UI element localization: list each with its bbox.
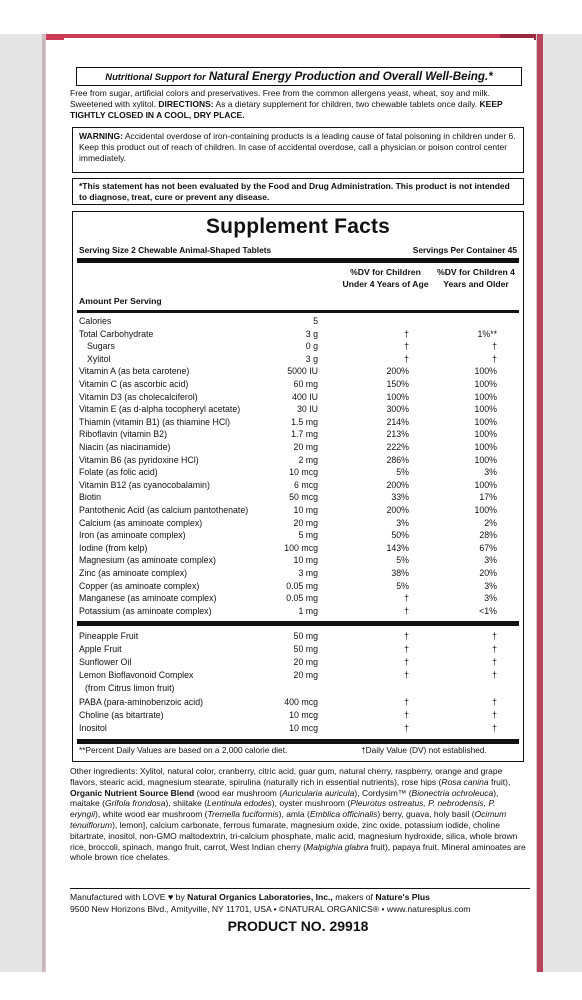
other-ocimum: Ocimum tenuiflorum bbox=[70, 809, 507, 830]
nutrient-dv-4plus: † bbox=[492, 353, 497, 364]
left-edge-stripe bbox=[42, 34, 45, 972]
nutrient-name: Manganese (as aminoate complex) bbox=[79, 593, 217, 604]
other-tremella: Tremella fuciformis bbox=[207, 809, 279, 820]
nutrient-name: Niacin (as niacinamide) bbox=[79, 442, 171, 452]
nutrient-dv-under4: 200% bbox=[386, 479, 409, 490]
nutrient-dv-under4: 50% bbox=[391, 530, 409, 541]
ingredient-dv-4plus: † bbox=[492, 631, 497, 641]
nutrient-row bbox=[79, 555, 517, 567]
ingredient-row bbox=[79, 644, 517, 656]
heart-icon: ♥ bbox=[167, 892, 174, 902]
nutrient-dv-4plus: 100% bbox=[474, 479, 497, 490]
other-grifola: Grifola frondosa bbox=[104, 798, 166, 809]
nutrient-row bbox=[79, 341, 517, 353]
nutrient-amount: 2 mg bbox=[298, 454, 318, 465]
directions-text: As a dietary supplement for children, two chewable tablets once daily. bbox=[215, 99, 478, 109]
ingredient-name: Inositol bbox=[79, 722, 107, 733]
nutrient-row bbox=[79, 518, 517, 530]
ingredient-name: (from Citrus limon fruit) bbox=[85, 683, 175, 694]
nutrient-amount: 0.05 mg bbox=[286, 580, 318, 591]
nutrient-row bbox=[79, 417, 517, 429]
nutrient-dv-under4: 33% bbox=[391, 492, 409, 503]
nutrient-name: Thiamin (vitamin B1) (as thiamine HCl) bbox=[79, 416, 231, 427]
other-blend: Organic Nutrient Source Blend bbox=[70, 787, 195, 798]
other-text-k: ), lemon], calcium carbonate, ferrous fumarate, magnesium oxide, zinc oxide, potassium iodide, choline bitartrate, inositol, non-GMO maltodextrin, tri-calcium phosphate, malic acid, magnesium hydroxide, silica, whole brown rice, broccoli, spinach, mango fruit, carrot, West Indian cherry ( bbox=[70, 819, 518, 852]
nutrient-name: Vitamin E (as d-alpha tocopheryl acetate) bbox=[79, 404, 241, 415]
mfg-brand: Nature's Plus bbox=[375, 892, 430, 902]
nutrient-amount: 100 mcg bbox=[284, 542, 318, 553]
nutrient-amount: 3 g bbox=[305, 353, 318, 364]
warning-box bbox=[72, 127, 524, 173]
other-text-d: ), Cordysim™ ( bbox=[354, 787, 412, 798]
ingredient-amount: 50 mg bbox=[293, 631, 318, 641]
nutrient-row bbox=[79, 568, 517, 580]
manufacturer-line1 bbox=[70, 891, 526, 903]
nutrient-amount: 1.5 mg bbox=[291, 416, 318, 427]
ingredient-name: Lemon Bioflavonoid Complex bbox=[79, 670, 194, 681]
nutrient-dv-4plus: 100% bbox=[474, 429, 497, 440]
other-text-j: ) berry, guava, holy basil ( bbox=[377, 809, 475, 820]
ingredient-dv-4plus: † bbox=[492, 644, 497, 655]
nutrient-dv-under4: † bbox=[404, 341, 409, 352]
ingredient-amount: 20 mg bbox=[293, 670, 318, 681]
ingredient-row bbox=[79, 723, 517, 735]
nutrient-amount: 10 mg bbox=[293, 505, 318, 515]
nutrient-dv-4plus: 100% bbox=[474, 442, 497, 452]
nutrient-amount: 3 mg bbox=[298, 568, 318, 578]
ingredient-amount: 20 mg bbox=[293, 657, 318, 668]
nutrient-dv-under4: 143% bbox=[386, 542, 409, 553]
ingredient-name: Sunflower Oil bbox=[79, 657, 132, 668]
ingredient-dv-under4: † bbox=[404, 670, 409, 681]
mfg-love: Manufactured with LOVE bbox=[70, 892, 166, 902]
nutrient-name: Pantothenic Acid (as calcium pantothenate) bbox=[79, 505, 249, 515]
footnote-dv: **Percent Daily Values are based on a 2,000 calorie diet. bbox=[79, 745, 288, 755]
nutrient-dv-under4: 300% bbox=[386, 404, 409, 415]
warning-label: WARNING: bbox=[79, 131, 123, 141]
warning-text: Accidental overdose of iron-containing products is a leading cause of fatal poisoning in children under 6. Keep this product out of reach of children. In case of accidental overdose, call a physician or poison control center immediately. bbox=[79, 131, 516, 163]
claim-main: Natural Energy Production and Overall Well-Being.* bbox=[208, 70, 493, 83]
claim-box bbox=[76, 67, 522, 86]
nutrient-dv-under4: 3% bbox=[396, 517, 409, 528]
ingredient-name: PABA (para-aminobenzoic acid) bbox=[79, 696, 204, 707]
nutrient-row bbox=[79, 455, 517, 467]
nutrient-name: Iodine (from kelp) bbox=[79, 542, 148, 553]
nutrient-dv-under4: † bbox=[404, 605, 409, 616]
nutrient-dv-under4: † bbox=[404, 593, 409, 604]
ingredient-row bbox=[79, 683, 517, 695]
ingredient-name: Apple Fruit bbox=[79, 644, 122, 655]
nutrient-name: Sugars bbox=[87, 341, 115, 352]
thick-rule-mid bbox=[77, 621, 519, 626]
nutrient-name: Riboflavin (vitamin B2) bbox=[79, 429, 167, 440]
ingredient-row bbox=[79, 631, 517, 643]
nutrient-dv-4plus: 28% bbox=[479, 530, 497, 541]
other-text-i: ), amla ( bbox=[278, 809, 310, 820]
ingredient-row bbox=[79, 657, 517, 669]
ingredient-dv-4plus: † bbox=[492, 722, 497, 733]
nutrient-amount: 60 mg bbox=[293, 379, 318, 389]
nutrient-row bbox=[79, 467, 517, 479]
directions-label: DIRECTIONS: bbox=[158, 99, 214, 109]
nutrient-dv-4plus: 20% bbox=[479, 568, 497, 578]
nutrient-row bbox=[79, 429, 517, 441]
nutrient-row bbox=[79, 442, 517, 454]
other-lentinula: Lentinula edodes bbox=[207, 798, 272, 809]
nutrient-row bbox=[79, 354, 517, 366]
other-emblica: Emblica officinalis bbox=[309, 809, 378, 820]
other-pleurotus: Pleurotus ostreatus, P. nebrodensis, P. eryngii bbox=[70, 798, 496, 820]
nutrient-dv-under4: 5% bbox=[396, 467, 409, 478]
other-malpighia: Malpighia glabra bbox=[306, 841, 369, 852]
nutrient-name: Potassium (as aminoate complex) bbox=[79, 605, 212, 616]
mfg-makers: makers of bbox=[335, 892, 373, 902]
nutrient-amount: 0 g bbox=[305, 341, 318, 352]
ingredient-amount: 400 mcg bbox=[284, 696, 318, 707]
other-text-h: ), white wood ear mushroom ( bbox=[95, 809, 208, 820]
nutrient-name: Magnesium (as aminoate complex) bbox=[79, 555, 216, 566]
nutrient-dv-under4: † bbox=[404, 328, 409, 339]
other-text-c: (wood ear mushroom ( bbox=[194, 787, 283, 798]
nutrient-dv-4plus: 100% bbox=[474, 379, 497, 389]
ingredient-dv-under4: † bbox=[404, 631, 409, 641]
nutrient-row bbox=[79, 581, 517, 593]
nutrient-dv-4plus: 100% bbox=[474, 404, 497, 415]
nutrient-amount: 20 mg bbox=[293, 517, 318, 528]
ingredient-amount: 10 mcg bbox=[289, 709, 318, 720]
ingredient-amount: 10 mcg bbox=[289, 722, 318, 733]
nutrient-row bbox=[79, 492, 517, 504]
ingredient-name: Pineapple Fruit bbox=[79, 631, 139, 641]
nutrient-dv-under4: 5% bbox=[396, 580, 409, 591]
box-right-side bbox=[536, 34, 582, 972]
other-text-a: Xylitol, natural color, cranberry, citric acid, guar gum, natural cherry, raspberry, orange and grape flavors, stearic acid, magnesium stearate, spirulina (naturally rich in essential nutrients), rose hips ( bbox=[70, 766, 503, 787]
other-text-e: ), maitake ( bbox=[70, 787, 499, 809]
serving-size: Serving Size 2 Chewable Animal-Shaped Tablets bbox=[79, 245, 272, 255]
nutrient-amount: 5 mg bbox=[298, 530, 318, 541]
manufacturer-info bbox=[70, 891, 526, 915]
nutrient-dv-4plus: 1%** bbox=[477, 328, 497, 339]
nutrient-dv-4plus: 100% bbox=[474, 366, 497, 377]
fda-disclaimer bbox=[72, 178, 524, 205]
nutrient-row bbox=[79, 606, 517, 618]
nutrient-name: Total Carbohydrate bbox=[79, 328, 154, 339]
nutrient-dv-4plus: 3% bbox=[484, 467, 497, 478]
ingredient-row bbox=[79, 710, 517, 722]
mfg-by: by bbox=[175, 892, 185, 902]
nutrient-name: Vitamin C (as ascorbic acid) bbox=[79, 379, 189, 389]
nutrient-dv-4plus: 100% bbox=[474, 454, 497, 465]
other-ingredients bbox=[70, 766, 526, 863]
ingredient-row bbox=[79, 697, 517, 709]
fda-text: *This statement has not been evaluated by the Food and Drug Administration. This product is not intended to diagnose, treat, cure or prevent any disease. bbox=[79, 181, 510, 202]
nutrient-dv-4plus: † bbox=[492, 341, 497, 352]
serving-info bbox=[79, 245, 517, 255]
nutrient-name: Calories bbox=[79, 316, 112, 326]
nutrient-dv-4plus: <1% bbox=[479, 605, 497, 616]
nutrient-dv-under4: † bbox=[404, 353, 409, 364]
ingredient-dv-under4: † bbox=[404, 709, 409, 720]
nutrient-row bbox=[79, 530, 517, 542]
nutrient-amount: 0.05 mg bbox=[286, 593, 318, 604]
box-left-side bbox=[0, 34, 46, 972]
other-bionectria: Bionectria ochroleuca bbox=[411, 787, 494, 798]
nutrient-name: Folate (as folic acid) bbox=[79, 467, 158, 478]
thick-rule-top bbox=[77, 258, 519, 263]
nutrient-amount: 1 mg bbox=[298, 605, 318, 616]
nutrient-row bbox=[79, 404, 517, 416]
storage-text: KEEP TIGHTLY CLOSED IN A COOL, DRY PLACE. bbox=[70, 99, 503, 120]
nutrient-amount: 10 mg bbox=[293, 555, 318, 566]
nutrient-dv-4plus: 67% bbox=[479, 542, 497, 553]
nutrient-amount: 10 mcg bbox=[289, 467, 318, 478]
nutrient-dv-under4: 150% bbox=[386, 379, 409, 389]
footnote bbox=[79, 745, 517, 755]
nutrient-name: Vitamin B6 (as pyridoxine HCl) bbox=[79, 454, 199, 465]
ingredient-dv-under4: † bbox=[404, 644, 409, 655]
ingredient-dv-4plus: † bbox=[492, 709, 497, 720]
nutrient-amount: 3 g bbox=[305, 328, 318, 339]
other-auricularia: Auricularia auricula bbox=[282, 787, 355, 798]
nutrient-dv-under4: 222% bbox=[386, 442, 409, 452]
nutrient-amount: 5000 IU bbox=[287, 366, 318, 377]
nutrient-row bbox=[79, 366, 517, 378]
nutrient-dv-under4: 213% bbox=[386, 429, 409, 440]
nutrient-row bbox=[79, 505, 517, 517]
nutrient-dv-4plus: 3% bbox=[484, 593, 497, 604]
ingredient-dv-under4: † bbox=[404, 722, 409, 733]
thick-rule-bottom bbox=[77, 739, 519, 744]
ingredient-dv-under4: † bbox=[404, 696, 409, 707]
other-text-b: fruit), bbox=[488, 776, 511, 787]
ingredient-name: Choline (as bitartrate) bbox=[79, 709, 164, 720]
nutrient-amount: 30 IU bbox=[296, 404, 318, 415]
nutrient-dv-under4: 100% bbox=[386, 391, 409, 402]
ingredient-amount: 50 mg bbox=[293, 644, 318, 655]
nutrient-row bbox=[79, 316, 517, 328]
nutrient-dv-4plus: 100% bbox=[474, 505, 497, 515]
footnote-dagger: †Daily Value (DV) not established. bbox=[361, 745, 487, 755]
nutrient-dv-under4: 5% bbox=[396, 555, 409, 566]
nutrient-row bbox=[79, 593, 517, 605]
intro-p1: Free from sugar, artificial colors and preservatives. Free from the common allergens yeast, wheat, soy and milk. Sweetened with xylitol. bbox=[70, 88, 490, 109]
manufacturer-divider bbox=[70, 888, 530, 889]
nutrient-row bbox=[79, 329, 517, 341]
nutrient-name: Copper (as aminoate complex) bbox=[79, 580, 200, 591]
product-number: PRODUCT NO. 29918 bbox=[227, 918, 369, 934]
nutrient-dv-4plus: 17% bbox=[479, 492, 497, 503]
mfg-company: Natural Organics Laboratories, Inc., bbox=[187, 892, 333, 902]
nutrient-amount: 6 mcg bbox=[294, 479, 318, 490]
nutrient-name: Vitamin B12 (as cyanocobalamin) bbox=[79, 479, 210, 490]
nutrient-name: Zinc (as aminoate complex) bbox=[79, 568, 188, 578]
nutrient-row bbox=[79, 480, 517, 492]
manufacturer-line2: 9500 New Horizons Blvd., Amityville, NY 11701, USA • ©NATURAL ORGANICS® • www.naturesplus.com bbox=[70, 904, 471, 914]
other-label: Other ingredients: bbox=[70, 766, 138, 776]
ingredient-dv-4plus: † bbox=[492, 657, 497, 668]
nutrient-row bbox=[79, 543, 517, 555]
nutrient-dv-under4: 200% bbox=[386, 505, 409, 515]
nutrient-dv-4plus: 3% bbox=[484, 580, 497, 591]
nutrient-amount: 400 IU bbox=[292, 391, 318, 402]
nutrient-dv-under4: 38% bbox=[391, 568, 409, 578]
nutrient-dv-under4: 286% bbox=[386, 454, 409, 465]
nutrient-row bbox=[79, 392, 517, 404]
servings-per-container: Servings Per Container 45 bbox=[412, 245, 517, 255]
nutrient-amount: 1.7 mg bbox=[291, 429, 318, 440]
supplement-facts-panel bbox=[72, 211, 524, 762]
nutrient-dv-4plus: 100% bbox=[474, 416, 497, 427]
nutrient-name: Vitamin D3 (as cholecalciferol) bbox=[79, 391, 198, 402]
intro-text bbox=[70, 88, 526, 121]
nutrient-name: Biotin bbox=[79, 492, 102, 503]
other-text-l: fruit), papaya fruit. Mineral aminoates are whole brown rice chelates. bbox=[70, 841, 526, 863]
nutrient-row bbox=[79, 379, 517, 391]
other-text-f: ), shiitake ( bbox=[165, 798, 208, 809]
col1-header: %DV for Children Under 4 Years of Age bbox=[342, 267, 429, 289]
amount-header: Amount Per Serving bbox=[79, 296, 162, 306]
nutrient-amount: 5 bbox=[313, 316, 318, 326]
right-edge-stripe bbox=[537, 34, 543, 972]
ingredient-row bbox=[79, 670, 517, 682]
other-text-g: ), oyster mushroom ( bbox=[271, 798, 351, 809]
nutrient-dv-4plus: 3% bbox=[484, 555, 497, 566]
nutrient-name: Calcium (as aminoate complex) bbox=[79, 517, 203, 528]
thick-rule-header bbox=[77, 310, 519, 313]
nutrient-dv-under4: 200% bbox=[386, 366, 409, 377]
other-rosa: Rosa canina bbox=[441, 776, 489, 787]
nutrient-amount: 20 mg bbox=[293, 442, 318, 452]
nutrient-amount: 50 mcg bbox=[289, 492, 318, 503]
col2-header: %DV for Children 4 Years and Older bbox=[437, 267, 515, 289]
nutrient-dv-under4: 214% bbox=[386, 416, 409, 427]
ingredient-dv-4plus: † bbox=[492, 696, 497, 707]
nutrient-dv-4plus: 100% bbox=[474, 391, 497, 402]
claim-lead: Nutritional Support for bbox=[105, 71, 206, 82]
nutrient-dv-4plus: 2% bbox=[484, 517, 497, 528]
nutrient-name: Vitamin A (as beta carotene) bbox=[79, 366, 190, 377]
nutrient-name: Iron (as aminoate complex) bbox=[79, 530, 186, 541]
ingredient-dv-4plus: † bbox=[492, 670, 497, 681]
ingredient-dv-under4: † bbox=[404, 657, 409, 668]
nutrient-name: Xylitol bbox=[87, 353, 111, 364]
supplement-facts-title: Supplement Facts bbox=[205, 215, 391, 238]
